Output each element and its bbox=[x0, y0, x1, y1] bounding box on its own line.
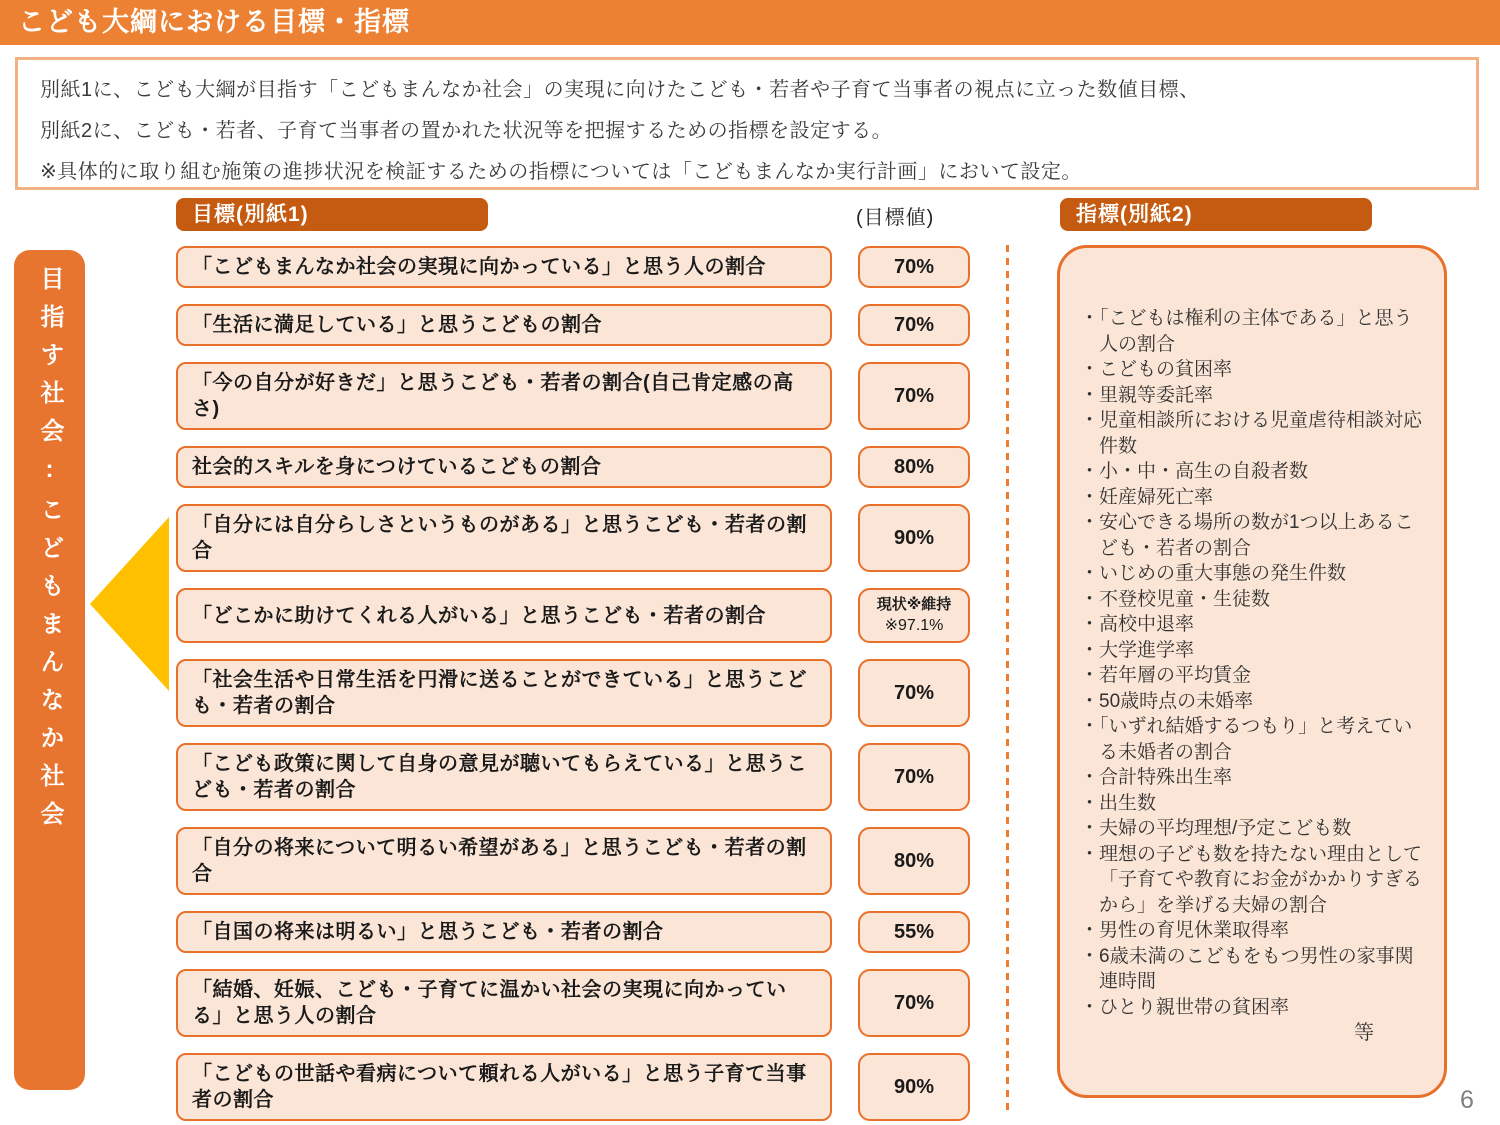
indicator-item: ・50歳時点の未婚率 bbox=[1080, 690, 1254, 712]
goal-item bbox=[176, 659, 832, 727]
goal-item-text: 「結婚、妊娠、こども・子育てに温かい社会の実現に向かっている」と思う人の割合 bbox=[192, 979, 787, 1028]
intro-line-1: 別紙1に、こども大綱が目指す「こどもまんなか社会」の実現に向けたこども・若者や子育て当事者の視点に立った数値目標、 bbox=[40, 79, 1200, 101]
goal-item bbox=[176, 504, 832, 572]
goal-target-value: 70% bbox=[858, 304, 970, 346]
title-bar bbox=[0, 0, 1500, 45]
intro-line-2: 別紙2に、こども・若者、子育て当事者の置かれた状況等を把握するための指標を設定する。 bbox=[40, 120, 893, 142]
indicators-header-chip: 指標(別紙2) bbox=[1060, 198, 1372, 231]
indicator-item: ・夫婦の平均理想/予定こども数 bbox=[1080, 818, 1352, 839]
target-society-label: 目指す社会:こどもまんなか社会 bbox=[36, 266, 63, 839]
goal-row bbox=[176, 1053, 970, 1121]
indicator-item: ・若年層の平均賃金 bbox=[1080, 665, 1252, 686]
goal-target-value: 70% bbox=[858, 362, 970, 430]
goal-item bbox=[176, 446, 832, 488]
indicator-item: ・ひとり親世帯の貧困率 bbox=[1080, 996, 1290, 1018]
intro-line-3: ※具体的に取り組む施策の進捗状況を検証するための指標については「こどもまんなか実行計画」において設定。 bbox=[40, 161, 1082, 183]
goal-row bbox=[176, 446, 970, 488]
goal-target-value: 55% bbox=[858, 911, 970, 953]
indicator-item: ・「いずれ結婚するつもり」と考えている未婚者の割合 bbox=[1080, 716, 1413, 763]
indicator-item: ・妊産婦死亡率 bbox=[1080, 486, 1214, 508]
indicator-item: ・小・中・高生の自殺者数 bbox=[1080, 461, 1309, 482]
goal-target-value: 現状※維持 ※97.1% bbox=[858, 588, 970, 643]
goal-item bbox=[176, 362, 832, 430]
goal-item-text: 「こどもの世話や看病について頼れる人がいる」と思う子育て当事者の割合 bbox=[192, 1063, 807, 1112]
goal-item-text: 「今の自分が好きだ」と思うこども・若者の割合(自己肯定感の高さ) bbox=[192, 372, 794, 420]
goal-rows bbox=[176, 246, 970, 1121]
goal-item-text: 社会的スキルを身につけているこどもの割合 bbox=[192, 456, 602, 478]
indicator-item: ・6歳未満のこどもをもつ男性の家事関連時間 bbox=[1080, 945, 1414, 992]
goal-row bbox=[176, 246, 970, 288]
goals-header-chip: 目標(別紙1) bbox=[176, 198, 488, 231]
column-divider bbox=[1006, 245, 1009, 1110]
goal-row bbox=[176, 304, 970, 346]
indicator-item: ・出生数 bbox=[1080, 792, 1157, 814]
goal-target-value: 80% bbox=[858, 827, 970, 895]
indicator-item: ・いじめの重大事態の発生件数 bbox=[1080, 563, 1347, 584]
goal-row bbox=[176, 362, 970, 430]
goal-item-text: 「社会生活や日常生活を円滑に送ることができている」と思うこども・若者の割合 bbox=[192, 669, 807, 718]
goal-item-text: 「生活に満足している」と思うこどもの割合 bbox=[192, 314, 602, 336]
indicator-item: ・男性の育児休業取得率 bbox=[1080, 920, 1290, 941]
goal-target-value: 70% bbox=[858, 246, 970, 288]
goal-item bbox=[176, 743, 832, 811]
goal-item bbox=[176, 246, 832, 288]
indicator-panel bbox=[1057, 245, 1447, 1098]
indicator-item: ・高校中退率 bbox=[1080, 614, 1195, 635]
goal-target-value: 80% bbox=[858, 446, 970, 488]
goal-row bbox=[176, 911, 970, 953]
indicator-footer: 等 bbox=[1354, 1022, 1374, 1044]
goal-target-value: 70% bbox=[858, 743, 970, 811]
goal-item bbox=[176, 588, 832, 643]
goal-target-value: 90% bbox=[858, 1053, 970, 1121]
indicator-item: ・安心できる場所の数が1つ以上あるこども・若者の割合 bbox=[1080, 512, 1414, 559]
indicator-item: ・児童相談所における児童虐待相談対応件数 bbox=[1080, 410, 1423, 457]
goal-item bbox=[176, 304, 832, 346]
page-number: 6 bbox=[1460, 1086, 1474, 1114]
goal-row bbox=[176, 969, 970, 1037]
goal-row bbox=[176, 743, 970, 811]
goal-target-value: 70% bbox=[858, 969, 970, 1037]
goal-item-text: 「自国の将来は明るい」と思うこども・若者の割合 bbox=[192, 921, 664, 944]
goal-item-text: 「自分の将来について明るい希望がある」と思うこども・若者の割合 bbox=[192, 837, 807, 886]
goal-target-value: 90% bbox=[858, 504, 970, 572]
goal-item-text: 「どこかに助けてくれる人がいる」と思うこども・若者の割合 bbox=[192, 604, 766, 627]
goal-target-value: 70% bbox=[858, 659, 970, 727]
indicator-item: ・合計特殊出生率 bbox=[1080, 767, 1233, 788]
goal-row bbox=[176, 504, 970, 572]
goal-row bbox=[176, 827, 970, 895]
goal-item bbox=[176, 1053, 832, 1121]
goal-row bbox=[176, 588, 970, 643]
goal-item bbox=[176, 827, 832, 895]
goal-item bbox=[176, 911, 832, 953]
page-title: こども大綱における目標・指標 bbox=[18, 7, 410, 37]
goal-item bbox=[176, 969, 832, 1037]
indicator-item: ・理想の子ども数を持たない理由として「子育てや教育にお金がかかりすぎるから」を挙げる夫婦の割合 bbox=[1080, 843, 1423, 916]
intro-box bbox=[15, 57, 1479, 190]
goal-row bbox=[176, 659, 970, 727]
indicator-item: ・大学進学率 bbox=[1080, 639, 1195, 661]
target-society-sidebar bbox=[14, 250, 85, 1090]
indicator-item: ・こどもの貧困率 bbox=[1080, 359, 1233, 380]
left-arrow-triangle-icon bbox=[90, 517, 169, 691]
goal-item-text: 「こどもまんなか社会の実現に向かっている」と思う人の割合 bbox=[192, 256, 766, 278]
goal-item-text: 「自分には自分らしさというものがある」と思うこども・若者の割合 bbox=[192, 514, 807, 562]
indicator-item: ・「こどもは権利の主体である」と思う人の割合 bbox=[1080, 308, 1413, 355]
goal-item-text: 「こども政策に関して自身の意見が聴いてもらえている」と思うこども・若者の割合 bbox=[192, 753, 807, 802]
indicator-item: ・里親等委託率 bbox=[1080, 384, 1214, 406]
indicator-list bbox=[1080, 306, 1430, 1020]
indicator-item: ・不登校児童・生徒数 bbox=[1080, 588, 1271, 610]
target-value-header: (目標値) bbox=[856, 207, 935, 229]
